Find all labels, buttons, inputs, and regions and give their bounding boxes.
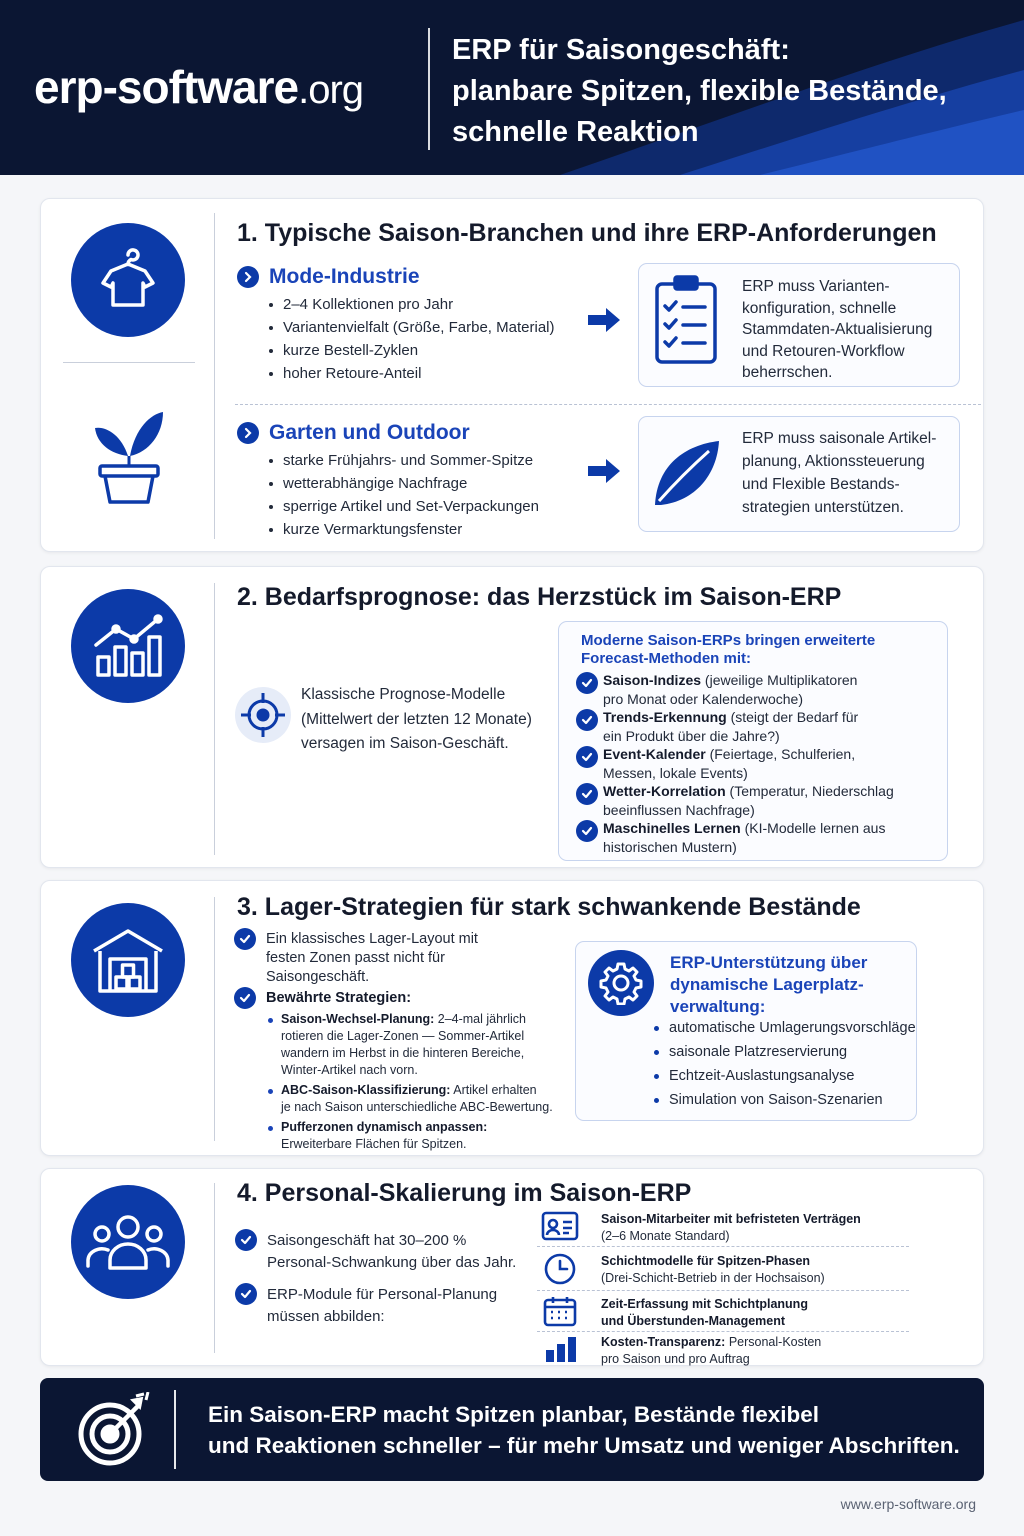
bullet-dot bbox=[268, 1126, 273, 1131]
method-detail: Messen, lokale Events) bbox=[603, 764, 748, 781]
logo-tld-text: .org bbox=[298, 68, 364, 112]
website-url-link[interactable]: www.erp-software.org bbox=[840, 1496, 976, 1512]
mode-bullet-list bbox=[267, 293, 555, 385]
mode-heading-text: Mode-Industrie bbox=[269, 265, 420, 288]
check-circle-icon bbox=[576, 783, 598, 805]
clipboard-checklist-icon bbox=[653, 274, 719, 366]
row-title: Schichtmodelle für Spitzen-Phasen bbox=[601, 1254, 811, 1268]
text-line: müssen abbilden: bbox=[267, 1308, 385, 1325]
text-line: je nach Saison unterschiedliche ABC-Bewertung. bbox=[281, 1100, 553, 1114]
personal-schwankung-text bbox=[267, 1230, 516, 1274]
garden-bullet-list bbox=[267, 449, 539, 541]
strategy-text: Artikel erhalten bbox=[450, 1083, 537, 1097]
section-divider bbox=[214, 213, 215, 539]
method-detail: historischen Mustern) bbox=[603, 838, 737, 855]
text-line: festen Zonen passt nicht für bbox=[266, 950, 445, 966]
forecast-method-item bbox=[603, 819, 885, 856]
bullet-dot bbox=[654, 1074, 659, 1079]
footer-banner bbox=[40, 1378, 984, 1481]
garden-heading bbox=[237, 421, 470, 445]
method-detail: (Feiertage, Schulferien, bbox=[705, 746, 856, 762]
text-line: versagen im Saison-Geschäft. bbox=[301, 735, 509, 752]
forecast-method-item bbox=[603, 671, 857, 708]
list-item: hoher Retoure-Anteil bbox=[267, 362, 555, 385]
check-circle-icon bbox=[576, 709, 598, 731]
list-item: 2–4 Kollektionen pro Jahr bbox=[267, 293, 555, 316]
row-title: und Überstunden-Management bbox=[601, 1314, 786, 1328]
mode-heading bbox=[237, 265, 420, 289]
strategy-pufferzonen bbox=[281, 1119, 487, 1153]
mode-requirement-box bbox=[638, 263, 960, 387]
row-title: Kosten-Transparenz: bbox=[601, 1335, 726, 1349]
text-line: Klassische Prognose-Modelle bbox=[301, 686, 506, 703]
chevron-right-icon bbox=[237, 422, 259, 444]
method-name: Wetter-Korrelation bbox=[603, 783, 726, 799]
hanger-shirt-icon bbox=[71, 223, 185, 337]
text-line: dynamische Lagerplatz- bbox=[670, 975, 864, 994]
text-line: Ein klassisches Lager-Layout mit bbox=[266, 931, 478, 947]
personal-row-mitarbeiter bbox=[601, 1211, 861, 1245]
dashed-divider bbox=[235, 404, 981, 405]
method-name: Maschinelles Lernen bbox=[603, 820, 741, 836]
text-line: Saisongeschäft hat 30–200 % bbox=[267, 1232, 467, 1249]
lager-layout-text bbox=[266, 930, 478, 987]
text-line: Winter-Artikel nach vorn. bbox=[281, 1063, 418, 1077]
page-title bbox=[452, 30, 1012, 153]
section-divider bbox=[214, 583, 215, 855]
personal-row-zeiterfassung bbox=[601, 1296, 808, 1330]
warehouse-icon bbox=[71, 903, 185, 1017]
team-people-icon bbox=[71, 1185, 185, 1299]
garden-requirement-box bbox=[638, 416, 960, 532]
text-line: (Mittelwert der letzten 12 Monate) bbox=[301, 710, 532, 728]
section-divider bbox=[214, 897, 215, 1141]
section-2-title: 2. Bedarfsprognose: das Herzstück im Saison-ERP bbox=[237, 583, 842, 611]
strategies-heading: Bewährte Strategien: bbox=[266, 990, 412, 1006]
method-detail: ein Produkt über die Jahre?) bbox=[603, 727, 780, 744]
check-circle-icon bbox=[234, 928, 256, 950]
row-detail: (Drei-Schicht-Betrieb in der Hochsaison) bbox=[601, 1271, 825, 1285]
growth-chart-icon bbox=[71, 589, 185, 703]
text-line: Ein Saison-ERP macht Spitzen planbar, Bestände flexibel bbox=[208, 1402, 819, 1427]
text-line: und Flexible Bestands- bbox=[742, 476, 900, 493]
arrow-right-icon bbox=[586, 458, 622, 484]
footer-divider bbox=[174, 1390, 176, 1469]
strategy-saison-wechsel bbox=[281, 1011, 526, 1079]
text-line: planung, Aktionssteuerung bbox=[742, 453, 925, 470]
arrow-right-icon bbox=[586, 307, 622, 333]
check-circle-icon bbox=[576, 820, 598, 842]
target-crosshair-icon bbox=[235, 687, 291, 743]
text-line: Moderne Saison-ERPs bringen erweiterte bbox=[581, 632, 876, 649]
forecast-method-item bbox=[603, 708, 858, 745]
forecast-method-item bbox=[603, 745, 855, 782]
calendar-icon bbox=[543, 1295, 577, 1327]
text-line: ERP-Module für Personal-Planung bbox=[267, 1286, 498, 1303]
garden-requirement-text bbox=[742, 427, 936, 519]
row-detail: pro Saison und pro Auftrag bbox=[601, 1352, 750, 1366]
gear-icon bbox=[588, 950, 654, 1016]
bullet-dot bbox=[654, 1050, 659, 1055]
text-line: und Reaktionen schneller – für mehr Umsatz und weniger Abschriften. bbox=[208, 1433, 960, 1458]
text-line: verwaltung: bbox=[670, 997, 766, 1016]
personal-row-schicht bbox=[601, 1253, 825, 1287]
logo-main-text: erp-software bbox=[34, 61, 299, 113]
check-circle-icon bbox=[235, 1283, 257, 1305]
leaf-icon bbox=[649, 435, 723, 509]
icon-separator bbox=[63, 362, 195, 363]
text-line: rotieren die Lager-Zonen — Sommer-Artikel bbox=[281, 1029, 525, 1043]
dashed-divider bbox=[537, 1290, 909, 1291]
section-4-title: 4. Personal-Skalierung im Saison-ERP bbox=[237, 1179, 692, 1207]
list-item: wetterabhängige Nachfrage bbox=[267, 472, 539, 495]
plant-pot-icon bbox=[91, 394, 167, 511]
text-line: Forecast-Methoden mit: bbox=[581, 650, 752, 667]
strategy-text: 2–4-mal jährlich bbox=[434, 1012, 526, 1026]
page-title-line: ERP für Saisongeschäft: bbox=[452, 34, 790, 66]
text-line: strategien unterstützen. bbox=[742, 499, 904, 516]
method-detail: (steigt der Bedarf für bbox=[726, 709, 859, 725]
text-line: ERP-Unterstützung über bbox=[670, 953, 868, 972]
check-circle-icon bbox=[234, 987, 256, 1009]
strategy-label: Saison-Wechsel-Planung: bbox=[281, 1012, 435, 1026]
page-title-line: planbare Spitzen, flexible Bestände, bbox=[452, 75, 947, 107]
method-name: Trends-Erkennung bbox=[603, 709, 727, 725]
text-line: Erweiterbare Flächen für Spitzen. bbox=[281, 1137, 467, 1151]
bullet-dot bbox=[654, 1098, 659, 1103]
text-line: wandern im Herbst in die hinteren Bereiche, bbox=[281, 1046, 525, 1060]
forecast-methods-heading bbox=[581, 632, 875, 668]
forecast-method-item bbox=[603, 782, 894, 819]
section-1-card bbox=[40, 198, 984, 552]
chevron-right-icon bbox=[237, 266, 259, 288]
method-detail: (KI-Modelle lernen aus bbox=[740, 820, 886, 836]
check-circle-icon bbox=[576, 746, 598, 768]
list-item: kurze Vermarktungsfenster bbox=[267, 518, 539, 541]
text-line: konfiguration, schnelle bbox=[742, 299, 897, 317]
strategy-label: Pufferzonen dynamisch anpassen: bbox=[281, 1120, 488, 1134]
strategy-abc bbox=[281, 1082, 553, 1116]
method-name: Event-Kalender bbox=[603, 746, 706, 762]
bar-chart-icon bbox=[545, 1336, 577, 1362]
list-item: saisonale Platzreservierung bbox=[669, 1044, 848, 1060]
section-3-title: 3. Lager-Strategien für stark schwankende Bestände bbox=[237, 893, 861, 921]
row-title: Saison-Mitarbeiter mit befristeten Verträgen bbox=[601, 1212, 861, 1226]
list-item: Echtzeit-Auslastungsanalyse bbox=[669, 1068, 855, 1084]
list-item: Simulation von Saison-Szenarien bbox=[669, 1092, 883, 1108]
page-title-line: schnelle Reaktion bbox=[452, 116, 699, 148]
bullet-dot bbox=[654, 1026, 659, 1031]
row-title: Zeit-Erfassung mit Schichtplanung bbox=[601, 1297, 808, 1311]
classic-forecast-text bbox=[301, 683, 532, 757]
header-divider bbox=[428, 28, 430, 150]
check-circle-icon bbox=[576, 672, 598, 694]
text-line: und Retouren-Workflow bbox=[742, 342, 905, 360]
clock-icon bbox=[543, 1252, 577, 1286]
garden-heading-text: Garten und Outdoor bbox=[269, 421, 470, 444]
footer-summary bbox=[208, 1399, 960, 1461]
text-line: beherrschen. bbox=[742, 364, 833, 381]
list-item: Variantenvielfalt (Größe, Farbe, Material) bbox=[267, 316, 555, 339]
bullet-dot bbox=[268, 1089, 273, 1094]
site-logo[interactable] bbox=[34, 60, 363, 114]
list-item: automatische Umlagerungsvorschläge bbox=[669, 1020, 916, 1036]
text-line: Saisongeschäft. bbox=[266, 969, 370, 985]
bullet-dot bbox=[268, 1018, 273, 1023]
dashed-divider bbox=[537, 1331, 909, 1332]
list-item: starke Frühjahrs- und Sommer-Spitze bbox=[267, 449, 539, 472]
text-line: ERP muss Varianten- bbox=[742, 278, 890, 295]
section-divider bbox=[214, 1183, 215, 1353]
id-card-icon bbox=[541, 1211, 579, 1241]
method-name: Saison-Indizes bbox=[603, 672, 702, 688]
mode-requirement-text bbox=[742, 276, 932, 384]
method-detail: pro Monat oder Kalenderwoche) bbox=[603, 690, 804, 707]
personal-module-text bbox=[267, 1284, 497, 1328]
method-detail: (jeweilige Multiplikatoren bbox=[701, 672, 858, 688]
row-detail: (2–6 Monate Standard) bbox=[601, 1229, 730, 1243]
header bbox=[0, 0, 1024, 175]
strategy-label: ABC-Saison-Klassifizierung: bbox=[281, 1083, 451, 1097]
text-line: ERP muss saisonale Artikel- bbox=[742, 430, 937, 447]
dashed-divider bbox=[537, 1246, 909, 1247]
text-line: Personal-Schwankung über das Jahr. bbox=[267, 1254, 517, 1271]
method-detail: beeinflussen Nachfrage) bbox=[603, 801, 755, 818]
target-arrow-icon bbox=[76, 1392, 152, 1468]
section-1-title: 1. Typische Saison-Branchen und ihre ERP-Anforderungen bbox=[237, 219, 937, 247]
method-detail: (Temperatur, Niederschlag bbox=[725, 783, 894, 799]
list-item: sperrige Artikel und Set-Verpackungen bbox=[267, 495, 539, 518]
text-line: Stammdaten-Aktualisierung bbox=[742, 321, 933, 338]
list-item: kurze Bestell-Zyklen bbox=[267, 339, 555, 362]
personal-row-kosten bbox=[601, 1334, 821, 1368]
check-circle-icon bbox=[235, 1229, 257, 1251]
lagerplatz-heading bbox=[670, 952, 867, 1018]
row-detail: Personal-Kosten bbox=[725, 1335, 822, 1349]
